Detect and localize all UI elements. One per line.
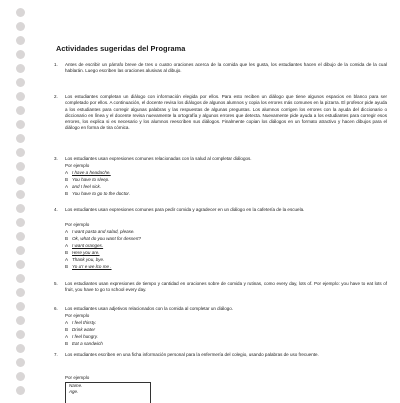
item-number: 3. [54, 156, 58, 161]
binder-hole [16, 134, 25, 143]
por-ejemplo-label: Por ejemplo [65, 163, 90, 168]
binder-hole [16, 176, 25, 185]
binder-hole [16, 246, 25, 255]
example-line: A I want oranges. [65, 243, 104, 248]
item-number: 6. [54, 306, 58, 311]
por-ejemplo-label: Por ejemplo [65, 313, 90, 318]
item-text: Los estudiantes usan adjetivos relacionados con la comida al completar un diálogo. [65, 306, 234, 311]
item-text: Antes de escribir un párrafo breve de tres o cuatro oraciones acerca de la comida que les gusta, los estudiantes hacen el dibujo de la comida de la cual hablarán. Luego escriben las oraciones alusivas al dibujo. [65, 62, 387, 74]
binder-hole [16, 162, 25, 171]
item-text: Los estudiantes usan expresiones comunes relacionadas con la salud al completar diálogos. [65, 156, 252, 161]
item-text: Los estudiantes completan un diálogo con información elegida por ellos. Para esto reciben un diálogo que tiene algunos espacios en blanco para ser completado por ellos. A continuación, el docente revisa los diálogos de algunos alumnos y copia los errores más comunes en la pizarra. El profesor pide ayuda a los estudiantes para corregir algunas palabras y las respuestas de algunas preguntas. Los alumnos corrigen los errores con la ayuda del diccionario o diccionario en línea y el docente revisa nuevamente la ortografía y algunos errores que detecta. Nuevamente pide ayuda a los estudiantes para corregir esos errores, los explica si es necesario y los alumnos reescriben sus diálogos. Finalmente copian los diálogos en un formato atractivo y hacen dibujos para el diálogo en forma de tira cómica. [65, 94, 387, 131]
binder-hole [16, 120, 25, 129]
example-line: A I feel thirsty. [65, 320, 97, 325]
binder-hole [16, 106, 25, 115]
example-line: A I have a headache. [65, 170, 111, 175]
item-text: Los estudiantes usan expresiones de tiempo y cantidad en oraciones sobre de comida y rutinas, como every day, lots of. Por ejemplo: you have to eat lots of fruit, you have to go to school every day. [65, 281, 387, 293]
form-field-age: Age. [69, 389, 79, 394]
example-line: B Eat a sandwich [65, 341, 103, 346]
binder-hole [16, 36, 25, 45]
binder-hole [16, 288, 25, 297]
example-line: B Drink water [65, 327, 95, 332]
binder-hole [16, 78, 25, 87]
example-line: B Yo u'r e we lco me . [65, 264, 112, 269]
binder-hole [16, 148, 25, 157]
item-text: Los estudiantes escriben en una ficha información personal para la enfermería del colegio, usando palabras de uso frecuente. [65, 352, 319, 357]
binder-hole [16, 260, 25, 269]
binder-hole [16, 22, 25, 31]
binder-hole [16, 330, 25, 339]
example-line: B You have to sleep. [65, 177, 110, 182]
example-line: B Ok, what do you want for dessert? [65, 236, 141, 241]
item-number: 5. [54, 281, 58, 286]
binder-hole [16, 372, 25, 381]
por-ejemplo-label: Por ejemplo [65, 222, 90, 227]
binder-hole [16, 190, 25, 199]
item-number: 1. [54, 62, 58, 67]
binder-hole [16, 50, 25, 59]
example-line: A and I feel sick. [65, 184, 102, 189]
binder-hole [16, 358, 25, 367]
binder-hole [16, 232, 25, 241]
binder-hole [16, 92, 25, 101]
form-field-name: Name. [69, 383, 83, 388]
binder-hole [16, 302, 25, 311]
example-line: B Here you are. [65, 250, 100, 255]
por-ejemplo-label: Por ejemplo [65, 375, 90, 380]
example-line: B You have to go to the doctor. [65, 191, 130, 196]
document-page [50, 0, 390, 400]
item-text: Los estudiantes usan expresiones comunes para pedir comida y agradecer en un diálogo en la cafetería de la escuela. [65, 207, 305, 212]
binder-hole [16, 204, 25, 213]
binder-strip [0, 0, 40, 400]
example-line: A I feel hungry. [65, 334, 98, 339]
example-line: A Thank you, bye. [65, 257, 105, 262]
binder-hole [16, 274, 25, 283]
binder-hole [16, 218, 25, 227]
binder-hole [16, 386, 25, 395]
binder-hole [16, 64, 25, 73]
example-line: A I want pasta and salad, please. [65, 229, 135, 234]
item-number: 2. [54, 94, 58, 99]
page-title: Actividades sugeridas del Programa [56, 44, 186, 53]
item-number: 4. [54, 207, 58, 212]
binder-hole [16, 316, 25, 325]
item-number: 7. [54, 352, 58, 357]
binder-hole [16, 344, 25, 353]
binder-hole [16, 8, 25, 17]
